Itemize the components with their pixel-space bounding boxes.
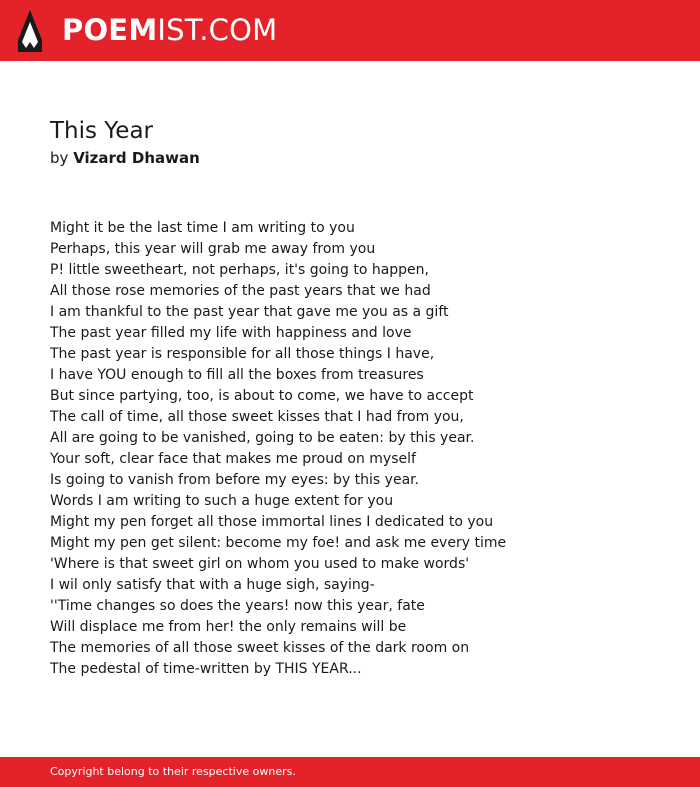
- poem-body: [50, 218, 670, 680]
- copyright-text: Copyright belong to their respective owners.: [50, 765, 296, 778]
- poem-line: Might my pen get silent: become my foe! and ask me every time: [50, 535, 507, 551]
- poem-line: Is going to vanish from before my eyes: by this year.: [50, 472, 420, 488]
- site-logo[interactable]: [62, 12, 277, 48]
- poem-line: All are going to be vanished, going to be eaten: by this year.: [50, 430, 475, 446]
- poem-line: The past year is responsible for all those things I have,: [50, 346, 435, 362]
- pencil-icon[interactable]: [18, 10, 42, 52]
- by-label: by: [50, 149, 69, 167]
- site-header: [0, 0, 700, 61]
- poem-line: The pedestal of time-written by THIS YEAR...: [50, 661, 362, 677]
- poem-line: I have YOU enough to fill all the boxes from treasures: [50, 367, 424, 383]
- poem-title: This Year: [50, 118, 154, 144]
- poem-line: 'Where is that sweet girl on whom you used to make words': [50, 556, 470, 572]
- poem-line: The memories of all those sweet kisses of the dark room on: [50, 640, 470, 656]
- poem-heading: [50, 116, 660, 169]
- poem-line: P! little sweetheart, not perhaps, it's going to happen,: [50, 262, 429, 278]
- site-footer: [0, 757, 700, 787]
- poem-line: Words I am writing to such a huge extent for you: [50, 493, 394, 509]
- poem-byline: [50, 147, 660, 169]
- poem-line: The past year filled my life with happiness and love: [50, 325, 412, 341]
- logo-light-text: IST.COM: [157, 13, 278, 47]
- poem-line: Your soft, clear face that makes me proud on myself: [50, 451, 416, 467]
- poem-line: Might it be the last time I am writing to you: [50, 220, 355, 236]
- poem-line: Perhaps, this year will grab me away from you: [50, 241, 376, 257]
- logo-strong-text: POEM: [62, 13, 158, 47]
- poem-line: Will displace me from her! the only remains will be: [50, 619, 407, 635]
- poem-line: I wil only satisfy that with a huge sigh, saying-: [50, 577, 375, 593]
- poem-line: All those rose memories of the past years that we had: [50, 283, 431, 299]
- poem-line: Might my pen forget all those immortal lines I dedicated to you: [50, 514, 494, 530]
- poem-line: I am thankful to the past year that gave me you as a gift: [50, 304, 449, 320]
- poem-author[interactable]: Vizard Dhawan: [73, 149, 200, 167]
- poem-line: The call of time, all those sweet kisses that I had from you,: [50, 409, 464, 425]
- poem-line: But since partying, too, is about to come, we have to accept: [50, 388, 474, 404]
- poem-line: ''Time changes so does the years! now this year, fate: [50, 598, 425, 614]
